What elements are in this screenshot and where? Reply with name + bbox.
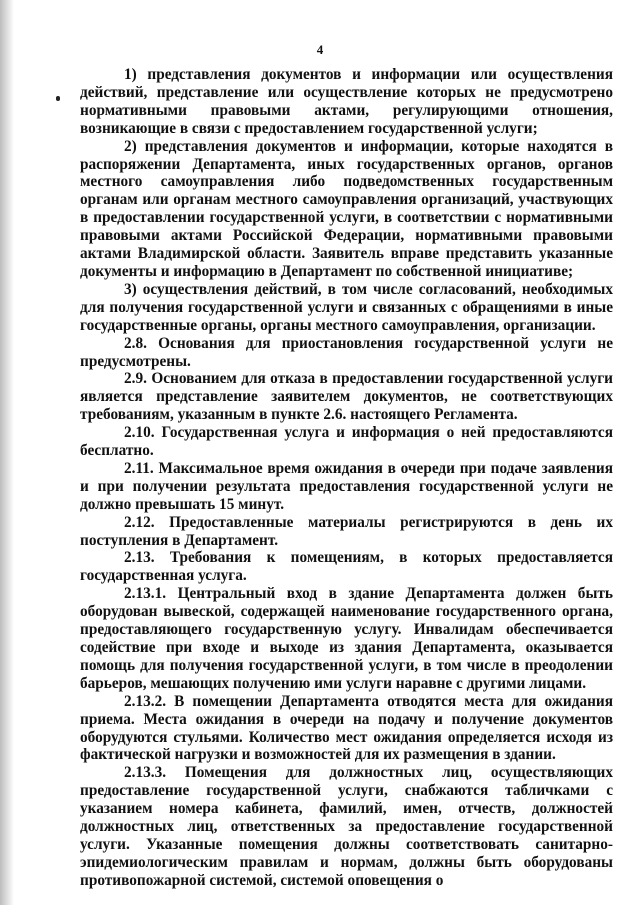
paragraph-2-13-1: 2.13.1. Центральный вход в здание Департамента должен быть оборудован вывеской, содержащей наименование государственного органа, предоставляющего государственную услугу. Инвалидам обеспечивается содействие при входе и выходе из здания Департамента, оказывается помощь для получения государственной услуги, в том числе в преодолении барьеров, мешающих получению ими услуги наравне с другими лицами. [80, 585, 613, 692]
paragraph-2-13-2: 2.13.2. В помещении Департамента отводятся места для ожидания приема. Места ожидания в очереди на подачу и получение документов оборудуются стульями. Количество мест ожидания определяется исходя из фактической нагрузки и возможностей для их размещения в здании. [80, 692, 613, 764]
scan-edge-shadow [0, 0, 14, 905]
paragraph-item-2: 2) представления документов и информации, которые находятся в распоряжении Департамента, иных государственных органов, органов местного самоуправления либо подведомственных государственным органам или органам местного самоуправления организаций, участвующих в предоставлении государственной услуги, в соответствии с нормативными правовыми актами Российской Федерации, нормативными правовыми актами Владимирской области. Заявитель вправе представить указанные документы и информацию в Департамент по собственной инициативе; [80, 137, 613, 280]
paragraph-2-13: 2.13. Требования к помещениям, в которых предоставляется государственная услуга. [80, 549, 613, 585]
paragraph-2-8: 2.8. Основания для приостановления государственной услуги не предусмотрены. [80, 334, 613, 370]
paragraph-item-1: 1) представления документов и информации или осуществления действий, представление или осуществление которых не предусмотрено нормативными правовыми актами, регулирующими отношения, возникающие в связи с предоставлением государственной услуги; [80, 66, 613, 137]
page-number: 4 [316, 42, 324, 57]
paragraph-2-9: 2.9. Основанием для отказа в предоставлении государственной услуги является представление заявителем документов, не соответствующих требованиям, указанным в пункте 2.6. настоящего Регламента. [80, 370, 613, 424]
document-body [80, 66, 613, 890]
scan-dot-mark [56, 96, 60, 101]
paragraph-2-11: 2.11. Максимальное время ожидания в очереди при подаче заявления и при получении результата предоставления государственной услуги не должно превышать 15 минут. [80, 459, 613, 513]
paragraph-item-3: 3) осуществления действий, в том числе согласований, необходимых для получения государственной услуги и связанных с обращениями в иные государственные органы, органы местного самоуправления, организации. [80, 280, 613, 334]
paragraph-2-13-3: 2.13.3. Помещения для должностных лиц, осуществляющих предоставление государственной услуги, снабжаются табличками с указанием номера кабинета, фамилий, имен, отчеств, должностей должностных лиц, ответственных за предоставление государственной услуги. Указанные помещения должны соответствовать санитарно-эпидемиологическим правилам и нормам, должны быть оборудованы противопожарной системой, системой оповещения о [80, 764, 613, 889]
paragraph-2-10: 2.10. Государственная услуга и информация о ней предоставляются бесплатно. [80, 424, 613, 460]
paragraph-2-12: 2.12. Предоставленные материалы регистрируются в день их поступления в Департамент. [80, 513, 613, 549]
